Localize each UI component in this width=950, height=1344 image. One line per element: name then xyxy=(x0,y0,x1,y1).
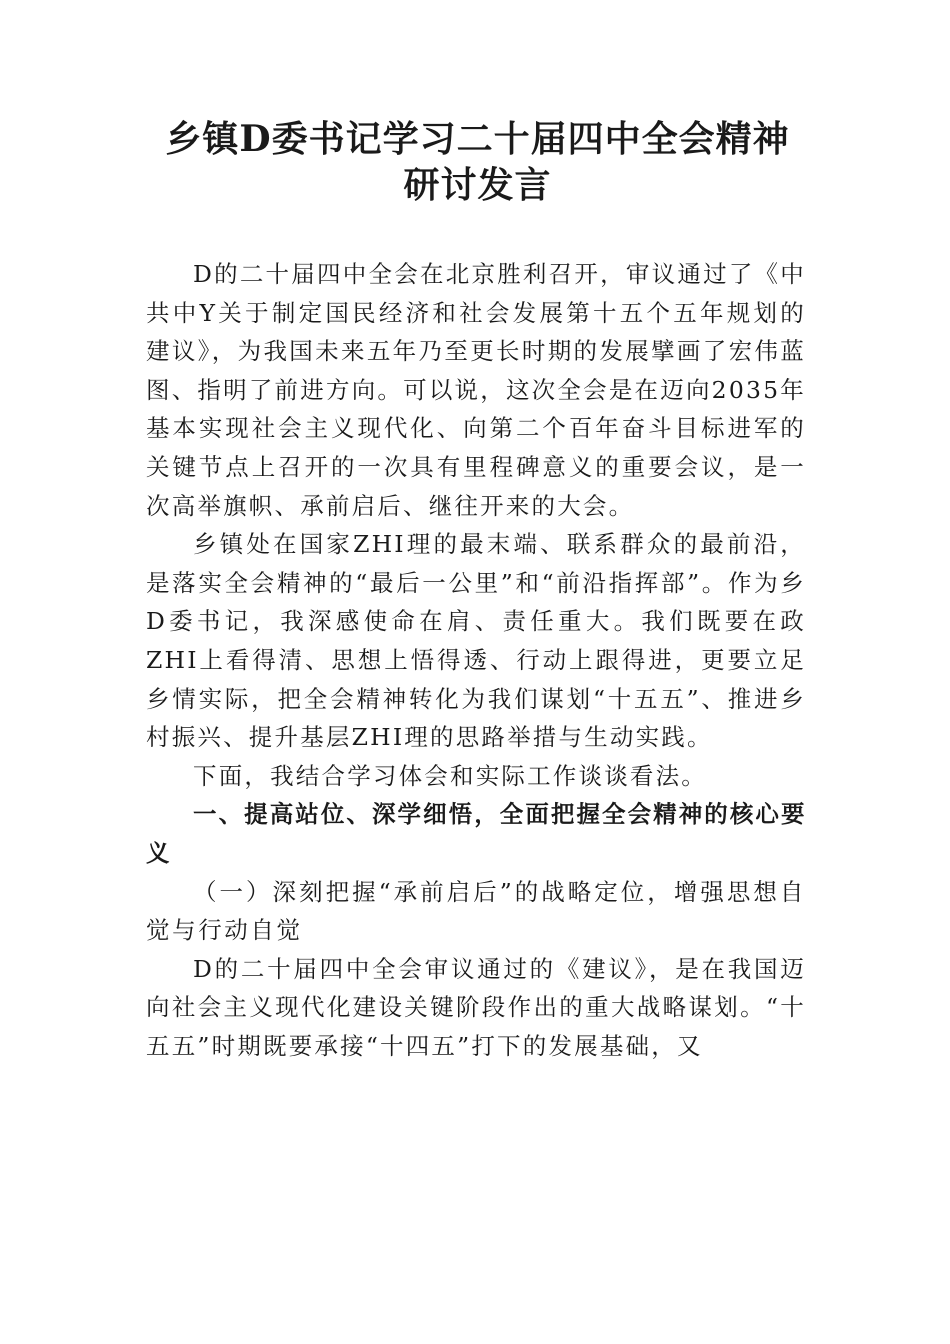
body-paragraph: 下面，我结合学习体会和实际工作谈谈看法。 xyxy=(193,761,707,790)
body-paragraph: 乡镇处在国家ZHI理的最末端、联系群众的最前沿，是落实全会精神的“最后一公里”和“前沿指挥部”。作为乡D委书记，我深感使命在肩、责任重大。我们既要在政ZHI上看得清、思想上悟得透、行动上跟得进，更要立足乡情实际，把全会精神转化为我们谋划“十五五”、推进乡村振兴、提升基层ZHI理的思路举措与生动实践。 xyxy=(146,530,806,752)
body-paragraph: D的二十届四中全会审议通过的《建议》，是在我国迈向社会主义现代化建设关键阶段作出的重大战略谋划。“十五五”时期既要承接“十四五”打下的发展基础，又 xyxy=(146,954,806,1060)
document-body xyxy=(146,255,806,1065)
section-heading-2: （一）深刻把握“承前启后”的战略定位，增强思想自觉与行动自觉 xyxy=(146,877,806,945)
document-title: 乡镇D委书记学习二十届四中全会精神研讨发言 xyxy=(165,118,790,206)
body-paragraph: D的二十届四中全会在北京胜利召开，审议通过了《中共中Y关于制定国民经济和社会发展第十五个五年规划的建议》，为我国未来五年乃至更长时期的发展擘画了宏伟蓝图、指明了前进方向。可以说，这次全会是在迈向2035年基本实现社会主义现代化、向第二个百年奋斗目标进军的关键节点上召开的一次具有里程碑意义的重要会议，是一次高举旗帜、承前启后、继往开来的大会。 xyxy=(146,260,806,520)
section-heading-1: 一、提高站位、深学细悟，全面把握全会精神的核心要义 xyxy=(146,800,806,867)
